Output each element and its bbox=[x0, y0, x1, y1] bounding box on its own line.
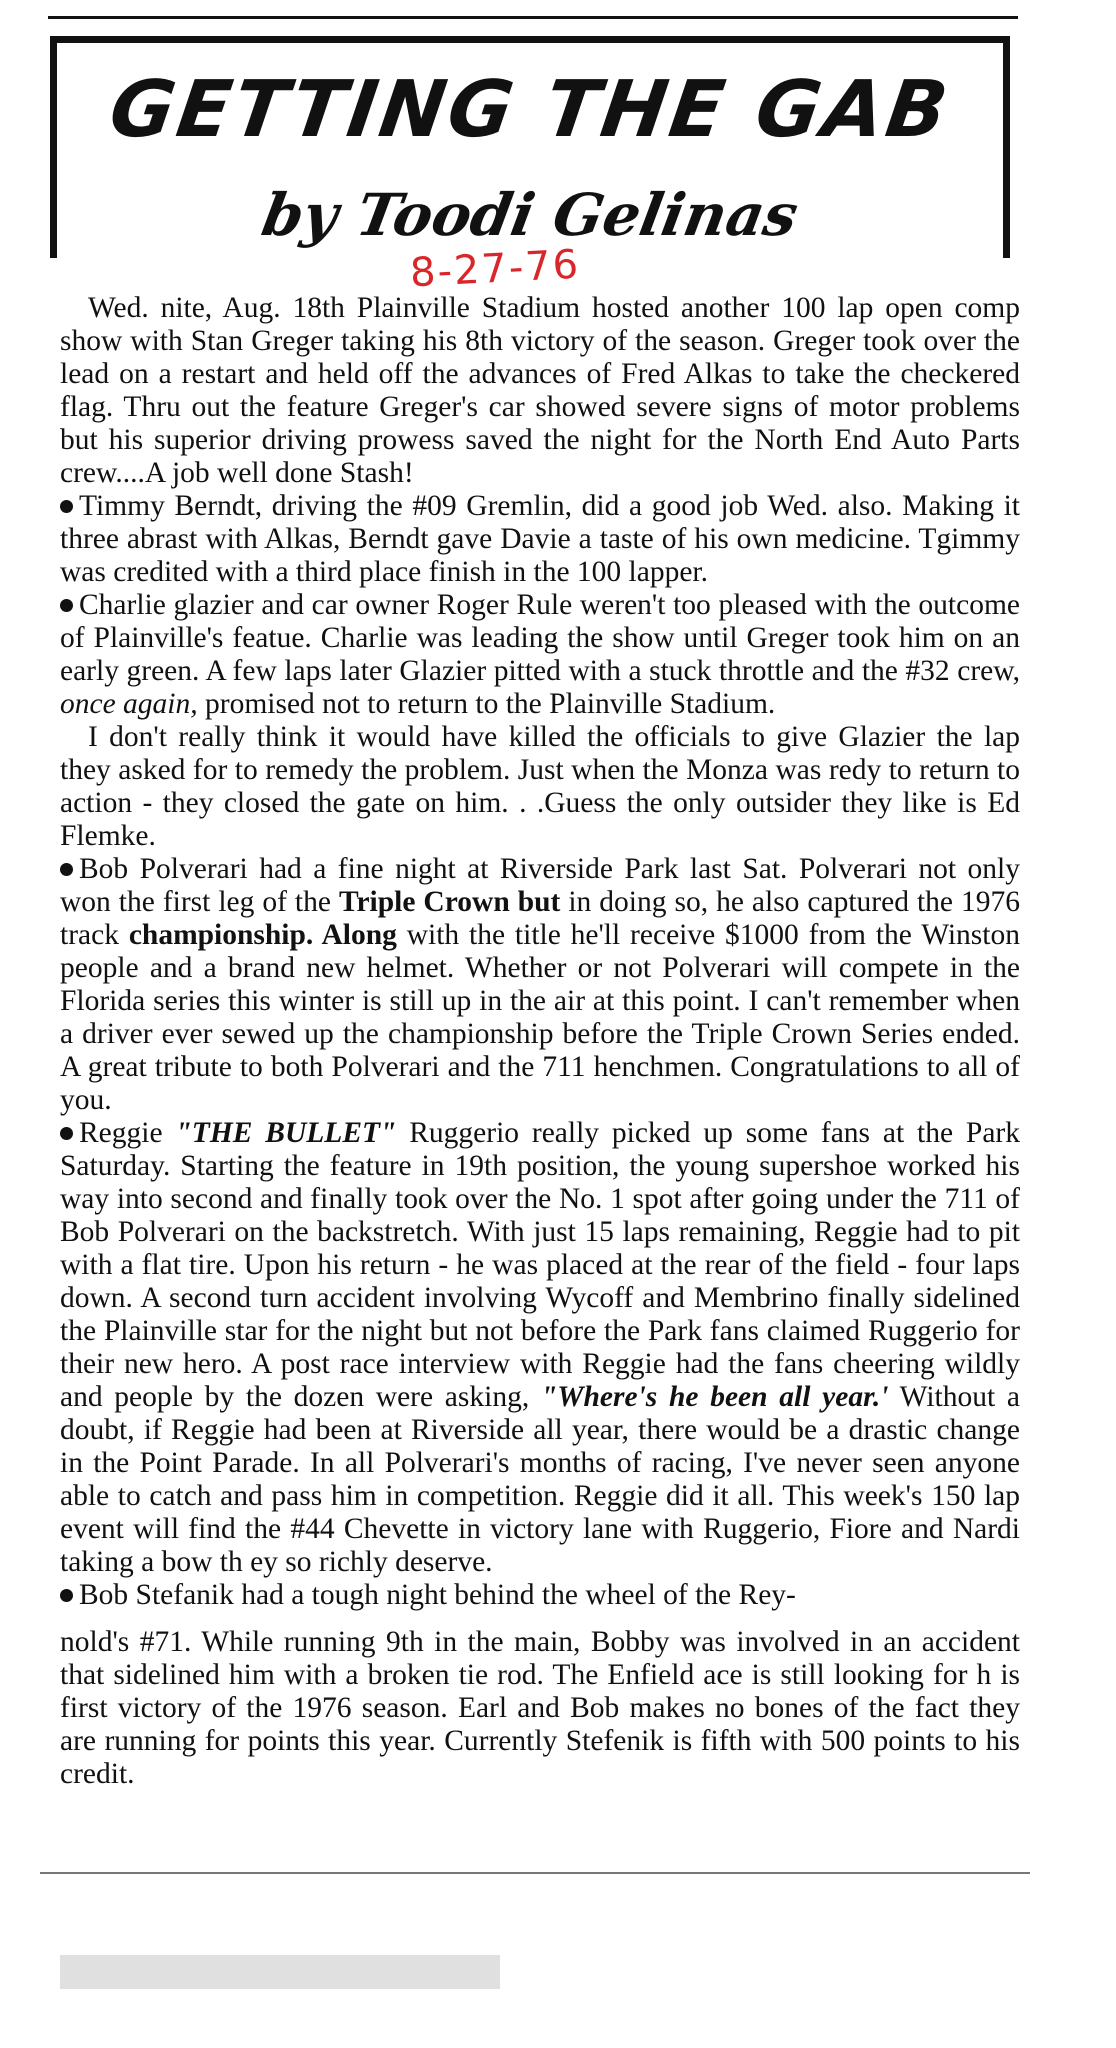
paragraph-text: Without a doubt, if Reggie had been at Riverside all year, there would be a drastic change in the Point Parade. In all Polverari's months of racing, I've never seen anyone able to catch and pass him in competition. Reggie did it all. This week's 150 lap event will find the #44 Chevette in victory lane with Ruggerio, Fiore and Nardi taking a bow th ey so richly deserve. bbox=[60, 1381, 1020, 1578]
paragraph-text: Bob Stefanik had a tough night behind the wheel of the Rey- bbox=[79, 1579, 796, 1611]
column-byline: by Toodi Gelinas bbox=[256, 181, 803, 249]
paragraph-text: with the title he'll receive $1000 from the Winston people and a brand new helmet. Whether or not Polverari will compete in the Florida series this winter is still up in the air at this point. I can't remember when a driver ever sewed up the championship before the Triple Crown Series ended. A great tribute to both Polverari and the 711 henchmen. Congratulations to all of you. bbox=[60, 919, 1020, 1116]
bullet-icon bbox=[60, 1127, 73, 1140]
top-rule bbox=[48, 16, 1018, 19]
clipping-seam bbox=[40, 1872, 1030, 1874]
paragraph-officials: I don't really think it would have killed the officials to give Glazier the lap they asked for to remedy the problem. Just when the Monza was redy to return to action - they closed the gate on him. . .Guess the only outsider they like is Ed Flemke. bbox=[60, 721, 1020, 852]
paragraph-text: in doing so, he also captured the 1976 track bbox=[60, 886, 1020, 951]
paragraph-text: Charlie glazier and car owner Roger Rule weren't too pleased with the outcome of Plainville's featue. Charlie was leading the show until Greger took him on an early green. A few laps later Glazier pitted with a stuck throttle and the #32 crew, bbox=[60, 589, 1020, 687]
column-masthead bbox=[50, 36, 1010, 258]
paragraph-berndt bbox=[60, 490, 1020, 589]
paragraph-stefanik-lead bbox=[60, 1579, 1020, 1612]
paragraph-glazier bbox=[60, 589, 1020, 721]
bullet-icon bbox=[60, 1589, 73, 1602]
bold-text: championship. Along bbox=[128, 919, 397, 951]
paragraph-text: Reggie bbox=[79, 1117, 176, 1149]
quote-text: "Where's he been all year.' bbox=[540, 1381, 889, 1413]
paragraph-text: promised not to return to the Plainville Stadium. bbox=[197, 688, 776, 720]
paragraph-stefanik: nold's #71. While running 9th in the main, Bobby was involved in an accident that sidelined him with a broken tie rod. The Enfield ace is still looking for h is first victory of the 1976 season. Earl and Bob makes no bones of the fact they are running for points this year. Currently Stefenik is fifth with 500 points to his credit. bbox=[60, 1626, 1020, 1790]
emphasis-text: once again, bbox=[60, 688, 198, 720]
paragraph-polverari bbox=[60, 853, 1020, 1117]
column-title: GETTING THE GAB bbox=[104, 65, 956, 155]
bullet-icon bbox=[60, 599, 73, 612]
bullet-icon bbox=[60, 500, 73, 513]
scan-shading bbox=[60, 1955, 500, 1989]
handwritten-date: 8-27-76 bbox=[408, 241, 582, 297]
paragraph-stadium-recap: Wed. nite, Aug. 18th Plainville Stadium hosted another 100 lap open comp show with Stan Greger taking his 8th victory of the season. Greger took over the lead on a restart and held off the advances of Fred Alkas to take the checkered flag. Thru out the feature Greger's car showed severe signs of motor problems but his superior driving prowess saved the night for the North End Auto Parts crew....A job well done Stash! bbox=[60, 292, 1020, 489]
article-body bbox=[60, 292, 1020, 1791]
bold-text: Triple Crown but bbox=[338, 886, 561, 918]
nickname-text: "THE BULLET" bbox=[175, 1117, 397, 1149]
paragraph-text: Bob Polverari had a fine night at Riverside Park last Sat. Polverari not only won the first leg of the bbox=[60, 853, 1020, 918]
paragraph-text: Ruggerio really picked up some fans at the Park Saturday. Starting the feature in 19th position, the young supershoe worked his way into second and finally took over the No. 1 spot after going under the 711 of Bob Polverari on the backstretch. With just 15 laps remaining, Reggie had to pit with a flat tire. Upon his return - he was placed at the rear of the field - four laps down. A second turn accident involving Wycoff and Membrino finally sidelined the Plainville star for the night but not before the Park fans claimed Ruggerio for their new hero. A post race interview with Reggie had the fans cheering wildly and people by the dozen were asking, bbox=[60, 1117, 1020, 1413]
bullet-icon bbox=[60, 863, 73, 876]
paragraph-ruggerio bbox=[60, 1117, 1020, 1579]
paragraph-text: Timmy Berndt, driving the #09 Gremlin, did a good job Wed. also. Making it three abrast with Alkas, Berndt gave Davie a taste of his own medicine. Tgimmy was credited with a third place finish in the 100 lapper. bbox=[60, 490, 1020, 588]
